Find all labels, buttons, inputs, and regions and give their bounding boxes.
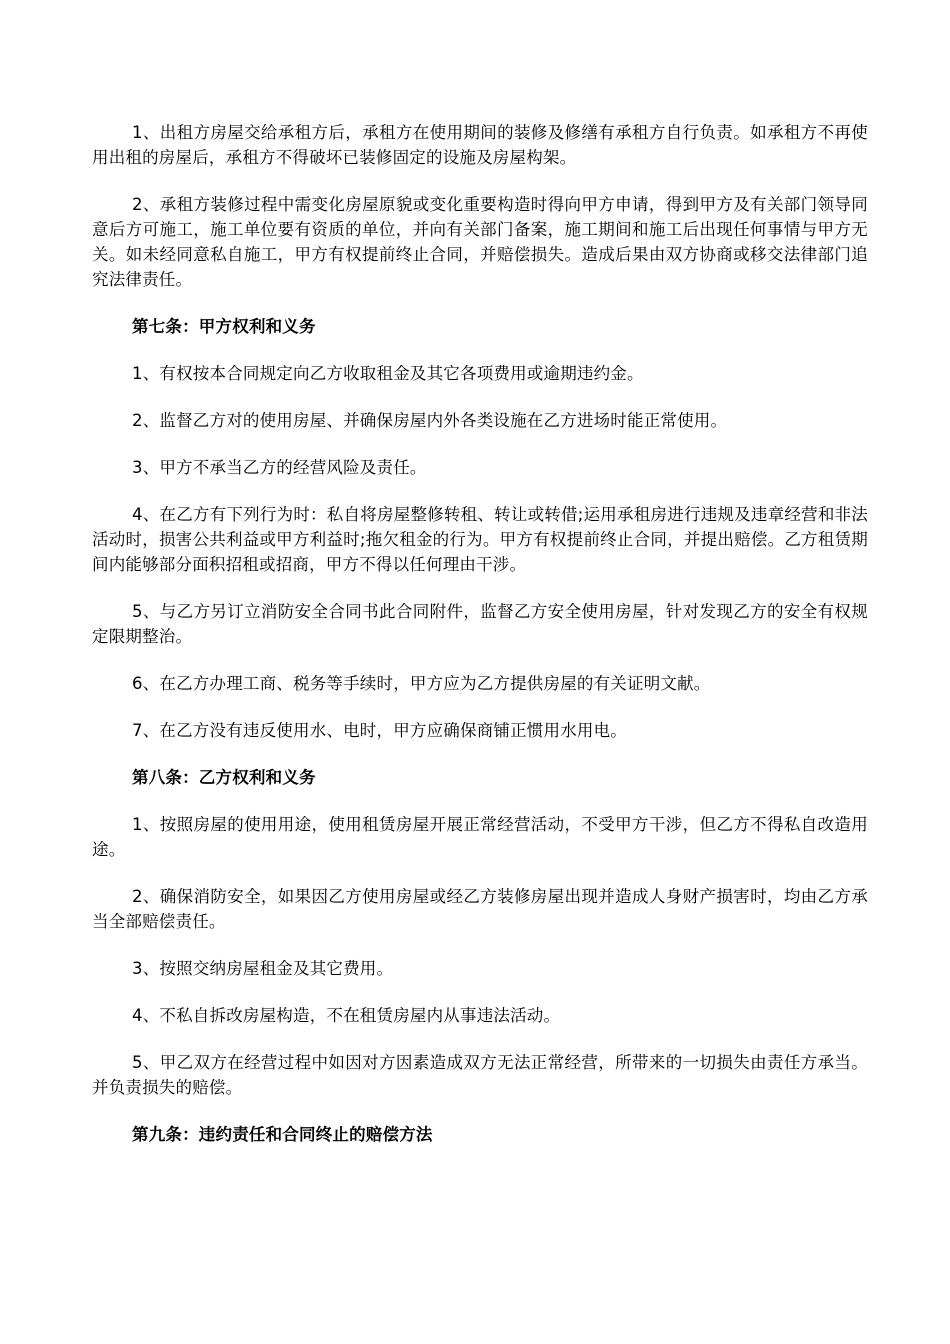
paragraph: 4、不私自拆改房屋构造，不在租赁房屋内从事违法活动。 <box>132 1006 561 1025</box>
section-heading: 第八条：乙方权利和义务 <box>132 768 316 787</box>
section-heading: 第七条：甲方权利和义务 <box>132 317 316 336</box>
paragraph: 7、在乙方没有违反使用水、电时，甲方应确保商铺正惯用水用电。 <box>132 721 627 740</box>
paragraph: 1、按照房屋的使用用途，使用租赁房屋开展正常经营活动，不受甲方干涉，但乙方不得私自改造用途。 <box>92 815 868 859</box>
paragraph: 6、在乙方办理工商、税务等手续时，甲方应为乙方提供房屋的有关证明文献。 <box>132 674 711 693</box>
paragraph: 1、出租方房屋交给承租方后，承租方在使用期间的装修及修缮有承租方自行负责。如承租方不再使用出租的房屋后，承租方不得破坏已装修固定的设施及房屋构架。 <box>92 123 868 167</box>
paragraph: 5、与乙方另订立消防安全合同书此合同附件，监督乙方安全使用房屋，针对发现乙方的安全有权规定限期整治。 <box>92 602 868 646</box>
paragraph: 1、有权按本合同规定向乙方收取租金及其它各项费用或逾期违约金。 <box>132 364 644 383</box>
paragraph: 4、在乙方有下列行为时：私自将房屋整修转租、转让或转借;运用承租房进行违规及违章经营和非法活动时，损害公共利益或甲方利益时;拖欠租金的行为。甲方有权提前终止合同，并提出赔偿。乙方租赁期间内能够部分面积招租或招商，甲方不得以任何理由干涉。 <box>92 505 868 574</box>
document-body <box>92 120 868 1169</box>
paragraph: 2、确保消防安全，如果因乙方使用房屋或经乙方装修房屋出现并造成人身财产损害时，均由乙方承当全部赔偿责任。 <box>92 887 868 931</box>
section-heading: 第九条：违约责任和合同终止的赔偿方法 <box>132 1125 433 1144</box>
paragraph: 2、监督乙方对的使用房屋、并确保房屋内外各类设施在乙方进场时能正常使用。 <box>132 411 728 430</box>
paragraph: 5、甲乙双方在经营过程中如因对方因素造成双方无法正常经营，所带来的一切损失由责任方承当。并负责损失的赔偿。 <box>92 1053 868 1097</box>
paragraph: 3、甲方不承当乙方的经营风险及责任。 <box>132 458 427 477</box>
paragraph: 2、承租方装修过程中需变化房屋原貌或变化重要构造时得向甲方申请，得到甲方及有关部门领导同意后方可施工，施工单位要有资质的单位，并向有关部门备案，施工期间和施工后出现任何事情与甲方无关。如未经同意私自施工，甲方有权提前终止合同，并赔偿损失。造成后果由双方协商或移交法律部门追究法律责任。 <box>92 195 868 289</box>
paragraph: 3、按照交纳房屋租金及其它费用。 <box>132 959 394 978</box>
